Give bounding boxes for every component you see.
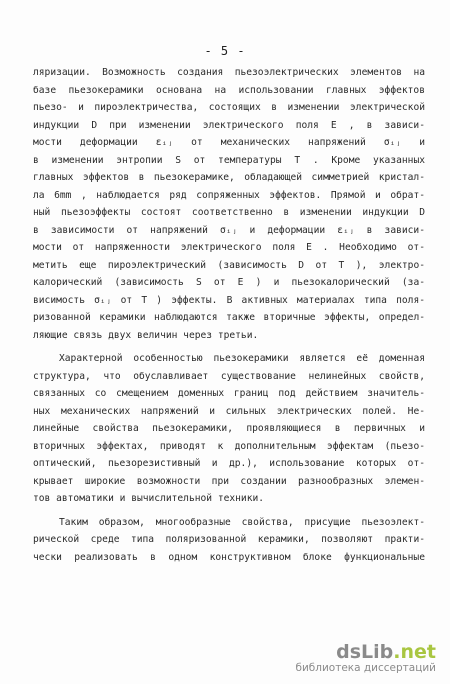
watermark-logo-main: dsLib bbox=[336, 641, 394, 663]
text-line: ляющие связь двух величин через третьи. bbox=[33, 329, 259, 341]
paragraph-1 bbox=[33, 64, 425, 344]
text-line: метить еще пироэлектрический (зависимость D от T ), электро- bbox=[33, 259, 425, 271]
text-line: ла 6mm , наблюдается ряд сопряженных эффектов. Прямой и обрат- bbox=[33, 189, 425, 201]
text-line: вторичных эффектах, приводят к дополнительным эффектам (пьезо- bbox=[33, 440, 425, 452]
watermark-logo-accent: .net bbox=[393, 641, 436, 663]
text-line: связанных со смещением доменных границ под действием значитель- bbox=[33, 388, 425, 399]
body-text bbox=[33, 64, 425, 566]
paragraph-2 bbox=[33, 350, 425, 508]
text-line: мости от напряженности электрического поля E . Необходимо от- bbox=[33, 242, 425, 253]
watermark-subtitle: библиотека диссертаций bbox=[295, 662, 436, 674]
text-line: рической среде типа поляризованной керамики, позволяют практи- bbox=[33, 534, 425, 545]
text-line: чески реализовать в одном конструктивном блоке функциональные bbox=[33, 551, 425, 563]
text-line: главных эффектов в пьезокерамике, обладающей симметрией кристал- bbox=[33, 172, 425, 183]
text-line: индукции D при изменении электрического поля E , в зависи- bbox=[33, 119, 425, 131]
text-line: ных механических напряжений и сильных электрических полей. Не- bbox=[33, 405, 425, 417]
paragraph-3 bbox=[33, 514, 425, 567]
watermark bbox=[295, 642, 436, 674]
text-line: в зависимости от напряжений σᵢⱼ и деформации εᵢⱼ в зависи- bbox=[33, 224, 425, 236]
text-line: линейные свойства пьезокерамики, проявляющиеся в первичных и bbox=[33, 423, 425, 434]
text-line: крывает широкие возможности при создании разнообразных элемен- bbox=[33, 475, 425, 487]
text-line: калорический (зависимость S от E ) и пьезокалорический (за- bbox=[33, 277, 425, 288]
text-line: пьезо- и пироэлектричества, состоящих в изменении электрической bbox=[33, 102, 425, 113]
text-line: Характерной особенностью пьезокерамики является её доменная bbox=[59, 353, 425, 364]
text-line: тов автоматики и вычислительной техники. bbox=[33, 493, 265, 504]
text-line: базе пьезокерамики основана на использовании главных эффектов bbox=[33, 84, 425, 96]
text-line: мости деформации εᵢⱼ от механических напряжений σᵢⱼ и bbox=[33, 137, 425, 148]
text-line: висимость σᵢⱼ от T ) эффекты. В активных материалах типа поля- bbox=[33, 294, 425, 306]
text-line: Таким образом, многообразные свойства, присущие пьезоэлект- bbox=[59, 516, 425, 528]
text-line: оптический, пьезорезистивный и др.), использование которых от- bbox=[33, 458, 425, 469]
text-line: ризованной керамики наблюдаются также вторичные эффекты, определ- bbox=[33, 312, 425, 323]
text-line: в изменении энтропии S от температуры T . Кроме указанных bbox=[33, 154, 425, 166]
page-number: - 5 - bbox=[204, 44, 246, 58]
text-line: структура, что обуславливает существование нелинейных свойств, bbox=[33, 370, 425, 382]
watermark-logo bbox=[295, 642, 436, 662]
text-line: ляризации. Возможность создания пьезоэлектрических элементов на bbox=[33, 67, 425, 78]
text-line: ный пьезоэффекты состоят соответственно в изменении индукции D bbox=[33, 207, 425, 218]
